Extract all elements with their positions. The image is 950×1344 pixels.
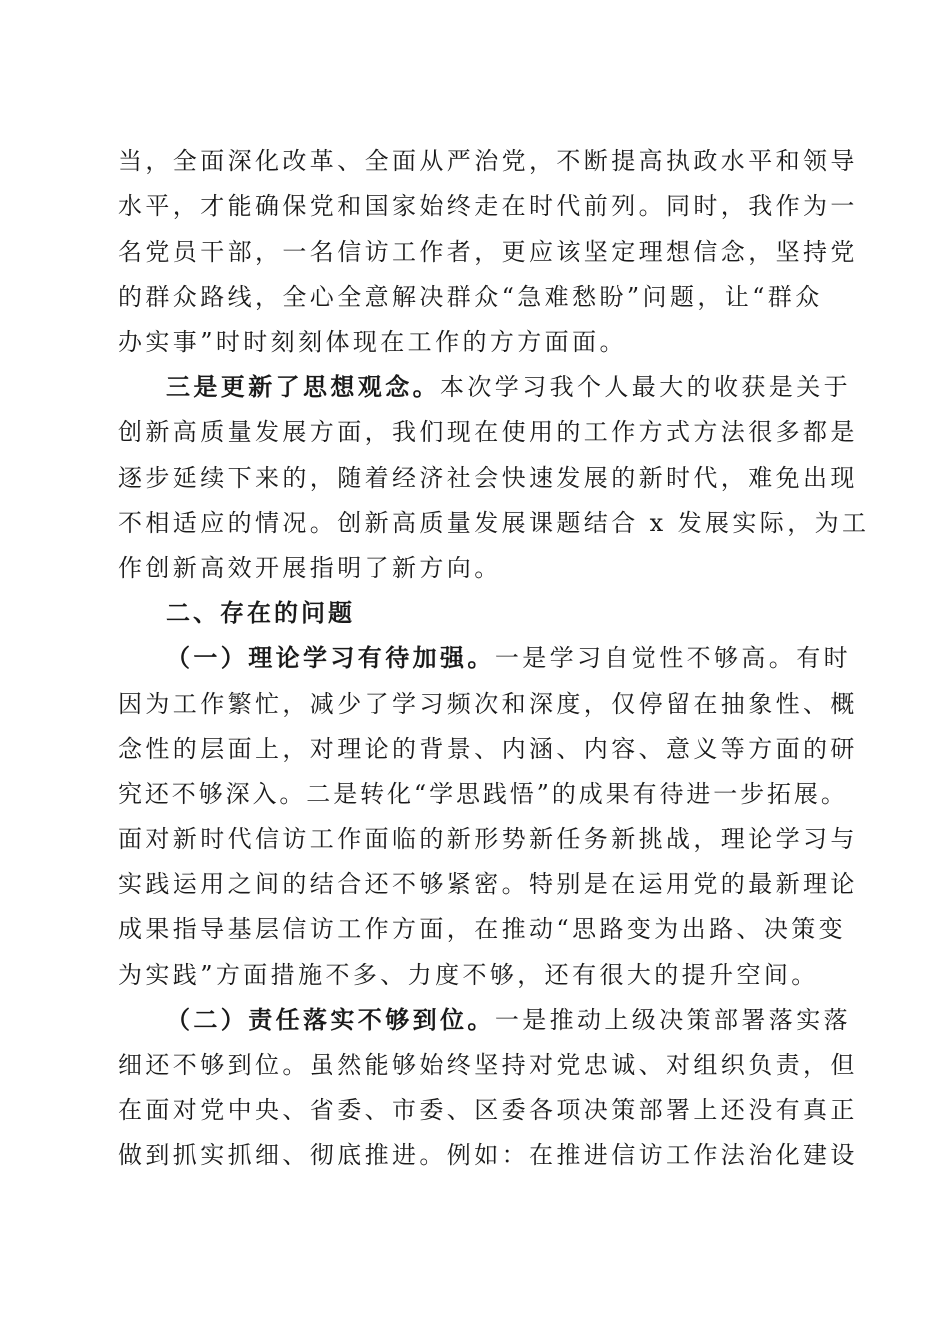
body-line: 创新高质量发展方面，我们现在使用的工作方式方法很多都是 xyxy=(118,418,858,446)
paragraph-text: 一是推动上级决策部署落实落 xyxy=(494,1006,852,1034)
body-line: 念性的层面上，对理论的背景、内涵、内容、意义等方面的研 xyxy=(118,735,858,763)
body-line: 因为工作繁忙，减少了学习频次和深度，仅停留在抽象性、概 xyxy=(118,690,858,718)
body-line: 水平，才能确保党和国家始终走在时代前列。同时，我作为一 xyxy=(118,192,858,220)
paragraph-first-line xyxy=(166,1005,851,1035)
body-line: 的群众路线，全心全意解决群众“急难愁盼”问题，让“群众 xyxy=(118,283,823,311)
paragraph-text: 一是学习自觉性不够高。有时 xyxy=(494,644,852,672)
paragraph-first-line xyxy=(166,372,851,402)
paragraph-lead: （一）理论学习有待加强。 xyxy=(166,644,495,672)
body-line: 名党员干部，一名信访工作者，更应该坚定理想信念，坚持党 xyxy=(118,238,858,266)
body-line: 究还不够深入。二是转化“学思践悟”的成果有待进一步拓展。 xyxy=(118,780,848,808)
body-line: 细还不够到位。虽然能够始终坚持对党忠诚、对组织负责，但 xyxy=(118,1051,858,1079)
body-line: 成果指导基层信访工作方面，在推动“思路变为出路、决策变 xyxy=(118,915,847,943)
body-line: 作创新高效开展指明了新方向。 xyxy=(118,554,502,582)
body-line: 为实践”方面措施不多、力度不够，还有很大的提升空间。 xyxy=(118,961,819,989)
section-heading: 二、存在的问题 xyxy=(166,599,355,627)
body-line: 逐步延续下来的，随着经济社会快速发展的新时代，难免出现 xyxy=(118,464,858,492)
body-line: 办实事”时时刻刻体现在工作的方方面面。 xyxy=(118,328,627,356)
paragraph-first-line xyxy=(166,643,851,673)
body-line: 实践运用之间的结合还不够紧密。特别是在运用党的最新理论 xyxy=(118,870,858,898)
paragraph-lead: （二）责任落实不够到位。 xyxy=(166,1006,495,1034)
body-line: 面对新时代信访工作面临的新形势新任务新挑战，理论学习与 xyxy=(118,825,858,853)
body-line: 不相适应的情况。创新高质量发展课题结合 x 发展实际，为工 xyxy=(118,509,870,537)
body-line: 当，全面深化改革、全面从严治党，不断提高执政水平和领导 xyxy=(118,147,858,175)
body-line: 做到抓实抓细、彻底推进。例如：在推进信访工作法治化建设 xyxy=(118,1141,858,1169)
body-line: 在面对党中央、省委、市委、区委各项决策部署上还没有真正 xyxy=(118,1096,858,1124)
paragraph-lead: 三是更新了思想观念。 xyxy=(166,373,440,401)
paragraph-text: 本次学习我个人最大的收获是关于 xyxy=(440,373,851,401)
